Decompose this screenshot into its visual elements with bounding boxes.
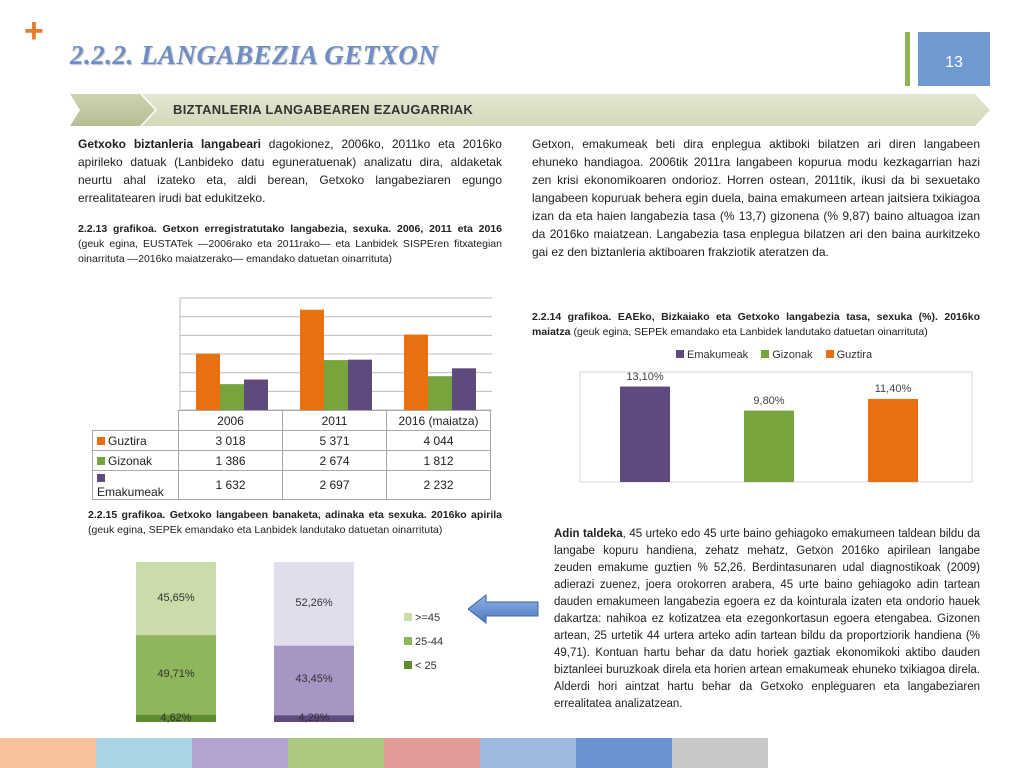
legend-item: Emakumeak [676, 349, 748, 361]
table-header-cell: 2006 [179, 411, 283, 431]
age-text: , 45 urteko edo 45 urte baino gehiagoko emakumeen taldean bildu da langabe kopuru handiena, zehatz mehatz, Getxon 2016ko apirilean langabe zeuden emakume guztien % 52,26. Berdintasunaren udal diagnostikoak (2009) adierazi zuenez, joera orokorren arabera, 45 urte baino gehiagoko adin tartean dauden emakumeen langabezia egoera ez da kointurala izaten eta ondorio hauek dakartza: nahikoa ez kotizatzea eta ezegonkortasun egoera etengabea. Gizonen artean, 25 urtetik 44 urtera arteko adin tartean bildu da proportziorik handiena (% 49,71). Kontuan hartu behar da datu horiek gaztiak ekonomikoki aktibo dauden biztanleei buruzkoak direla eta horien artean emakumeak ehuneko txikiagoa direla. Alderdi hori aintzat hartu behar da Getxoko enpleguaren eta langabeziaren errealitatea analizatzean. [554, 528, 980, 710]
section-banner [70, 94, 990, 126]
chart-3-plot [88, 558, 528, 728]
caption-3-bold: 2.2.15 grafikoa. Getxoko langabeen banaketa, adinaka eta sexuka. 2016ko apirila [88, 509, 502, 521]
chart-age-distribution [88, 558, 528, 728]
chart-unemployment-rate [560, 346, 992, 488]
chart-1-plot [88, 292, 496, 412]
bar-gizonak-0 [220, 384, 244, 410]
data-label: 4,62% [160, 712, 192, 724]
legend-swatch [97, 437, 105, 445]
page-number: 13 [918, 32, 990, 86]
right-paragraph: Getxon, emakumeak beti dira enplegua aktiboki bilatzen ari diren langabeen ehuneko handiagoa. 2006tik 2011ra langabeen kopurua modu kezkagarrian hazi zen krisi ekonomikoaren ondorioz. Horren ostean, 2011tik, ikusi da bi sexuetako langabeen kopuruak behera egin duela, baina emakumeen artean jaitsiera txikiagoa izan da eta haien langabezia tasa (% 13,7) gizonena (% 9,87) baino altuagoa izan da 2016ko maiatzean. Langabezia tasa enplegua bilatzen ari den baina aurkitzeko gai ez den biztanleria aktiboaren frakziotik ateratzen da. [532, 137, 980, 259]
caption-3-text: (geuk egina, SEPEk emandako eta Lanbidek landutako datuetan oinarrituta) [88, 524, 443, 536]
footer-block [576, 738, 672, 768]
footer-block [384, 738, 480, 768]
bar-gizonak-2 [428, 376, 452, 410]
intro-paragraph [78, 135, 502, 207]
table-row [93, 431, 491, 451]
legend-item: Guztira [826, 349, 872, 361]
bar-guztira-1 [300, 310, 324, 410]
table-row [93, 451, 491, 471]
age-paragraph [554, 526, 980, 713]
age-bold: Adin taldeka [554, 528, 623, 540]
caption-2-bold: 2.2.14 grafikoa. EAEko, Bizkaiako eta Getxoko langabezia tasa, sexuka (%). 2016ko maiatza [532, 311, 980, 338]
caption-chart-3 [88, 508, 502, 538]
footer-block [480, 738, 576, 768]
table-row [93, 471, 491, 500]
table-cell: 1 386 [179, 451, 283, 471]
caption-2-text: (geuk egina, SEPEk emandako eta Lanbidek landutako datuetan oinarrituta) [570, 326, 928, 338]
footer-color-strip [0, 738, 768, 768]
table-cell: 3 018 [179, 431, 283, 451]
bar-emakumeak [620, 387, 670, 482]
left-arrow-icon [468, 594, 540, 629]
legend-swatch [97, 457, 105, 465]
table-cell: 2 697 [283, 471, 387, 500]
legend-item: Gizonak [761, 349, 812, 361]
plus-icon: + [24, 12, 44, 50]
legend-item: < 25 [404, 660, 437, 672]
data-label: 45,65% [157, 591, 195, 604]
title-divider [905, 32, 910, 86]
legend-swatch [97, 474, 105, 482]
bar-emakumeak-0 [244, 380, 268, 410]
chart-unemployment-by-sex [88, 292, 496, 499]
footer-block [192, 738, 288, 768]
table-header-cell: 2016 (maiatza) [387, 411, 491, 431]
legend-item: 25-44 [404, 636, 443, 648]
caption-1-bold: 2.2.13 grafikoa. Getxon erregistratutako langabezia, sexuka. 2006, 2011 eta 2016 [78, 223, 502, 235]
bar-gizonak [744, 411, 794, 482]
legend-item: >=45 [404, 612, 440, 624]
data-label: 49,71% [157, 667, 195, 680]
page-title: 2.2.2. LANGABEZIA GETXON [70, 40, 439, 70]
table-cell: 4 044 [387, 431, 491, 451]
table-cell: 1 812 [387, 451, 491, 471]
row-label-gizonak: Gizonak [93, 451, 179, 471]
data-label: 11,40% [874, 382, 912, 395]
row-label-emakumeak: Emakumeak [93, 471, 179, 500]
table-cell: 2 674 [283, 451, 387, 471]
data-label: 9,80% [753, 394, 785, 407]
banner-title: BIZTANLERIA LANGABEAREN EZAUGARRIAK [173, 102, 474, 117]
footer-block [0, 738, 96, 768]
data-label: 52,26% [295, 596, 333, 609]
bar-emakumeak-1 [348, 360, 372, 410]
footer-block [288, 738, 384, 768]
table-cell: 2 232 [387, 471, 491, 500]
table-header-row [93, 411, 491, 431]
bar-gizonak-1 [324, 360, 348, 410]
caption-1-text: (geuk egina, EUSTATek —2006rako eta 2011rako— eta Lanbidek SISPEren fitxategian oinarrituta —2016ko maiatzerako— emandako datuetan oinarrituta) [78, 238, 502, 265]
footer-block [96, 738, 192, 768]
caption-chart-2 [532, 310, 980, 340]
caption-chart-1 [78, 222, 502, 267]
data-label: 13,10% [626, 370, 664, 383]
chart-1-data-table [92, 410, 491, 500]
table-header-cell: 2011 [283, 411, 387, 431]
data-label: 4,29% [298, 712, 330, 724]
intro-text: dagokionez, 2006ko, 2011ko eta 2016ko apirileko datuak (Lanbideko datu eguneratuenak) analizatu dira, aldaketak neurtu ahal izateko eta, aldi berean, Getxoko langabeziaren egungo errealitatearen irudi bat edukitzeko. [78, 137, 502, 205]
intro-bold: Getxoko biztanleria langabeari [78, 137, 261, 151]
bar-guztira [868, 399, 918, 482]
footer-block [672, 738, 768, 768]
bar-guztira-2 [404, 335, 428, 410]
data-label: 43,45% [295, 673, 333, 686]
chart-2-plot [560, 346, 992, 488]
bar-guztira-0 [196, 354, 220, 410]
bar-emakumeak-2 [452, 368, 476, 410]
row-label-guztira: Guztira [93, 431, 179, 451]
table-cell: 5 371 [283, 431, 387, 451]
table-cell: 1 632 [179, 471, 283, 500]
